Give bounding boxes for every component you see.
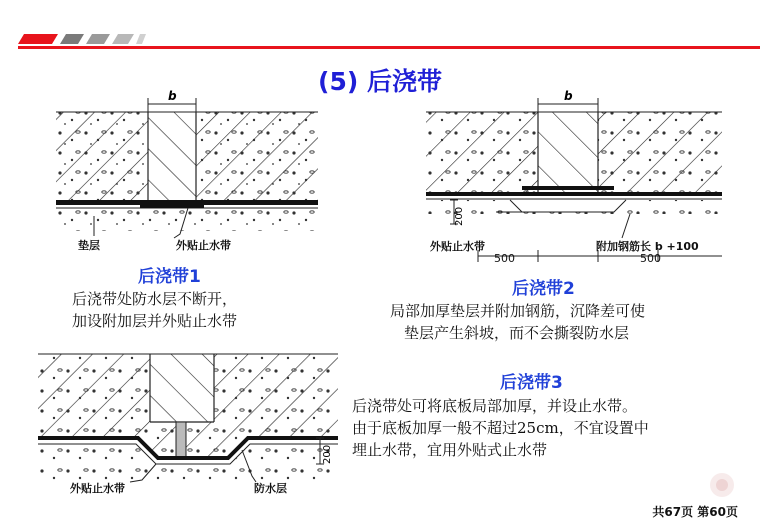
diagram3-dim-200: 200 — [322, 444, 333, 464]
diagram1-label-waterstop: 外贴止水带 — [176, 239, 231, 252]
diagram3-desc-line-1: 后浇带处可将底板局部加厚，并设止水带。 — [352, 397, 638, 415]
diagram2-dim-b: b — [564, 89, 573, 103]
diagram1-desc-line-2: 加设附加层并外贴止水带 — [72, 312, 238, 330]
diagram2-description — [390, 300, 645, 344]
diagram-1 — [56, 88, 318, 248]
diagram3-description — [352, 395, 649, 461]
diagram3-caption: 后浇带3 — [500, 373, 563, 393]
diagram2-label-rebar: 附加钢筋长 b +100 — [596, 240, 699, 253]
diagram1-caption: 后浇带1 — [138, 267, 201, 287]
diagram2-label-waterstop: 外贴止水带 — [430, 240, 485, 253]
page-title: (5) 后浇带 — [318, 67, 442, 96]
diagram2-caption: 后浇带2 — [512, 279, 575, 299]
diagram2-desc-line-2: 垫层产生斜坡，而不会撕裂防水层 — [404, 324, 630, 342]
diagram3-desc-line-2: 由于底板加厚一般不超过25cm，不宜设置中 — [352, 419, 649, 437]
diagram3-label-waterstop: 外贴止水带 — [70, 482, 125, 495]
diagram1-label-cushion: 垫层 — [78, 239, 100, 252]
diagram2-dim-500-right: 500 — [640, 252, 661, 265]
logo-mark-icon — [702, 470, 742, 500]
diagram1-dim-b: b — [168, 89, 177, 103]
header-stripes — [18, 34, 146, 44]
diagram2-dim-200: 200 — [454, 206, 465, 226]
page-indicator: 共67页 第60页 — [652, 505, 738, 519]
diagram2-desc-line-1: 局部加厚垫层并附加钢筋，沉降差可使 — [390, 302, 646, 320]
diagram3-label-waterproof: 防水层 — [254, 482, 287, 495]
header-rule — [18, 46, 760, 49]
diagram3-desc-line-3: 埋止水带，宜用外贴式止水带 — [352, 441, 548, 459]
diagram2-dim-500-left: 500 — [494, 252, 515, 265]
diagram1-description — [72, 288, 237, 332]
diagram-3 — [38, 346, 338, 486]
diagram1-desc-line-1: 后浇带处防水层不断开， — [72, 290, 238, 308]
